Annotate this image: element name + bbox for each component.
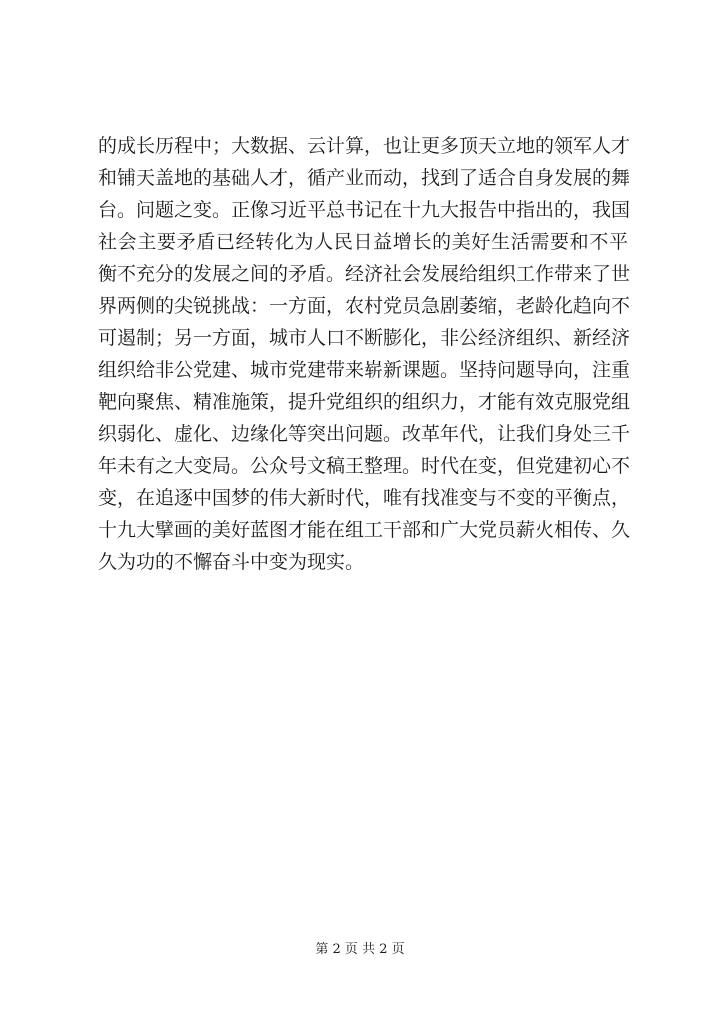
text-line: 台。问题之变。正像习近平总书记在十九大报告中指出的，我国 [98, 199, 631, 221]
text-line: 的成长历程中；大数据、云计算，也让更多顶天立地的领军人才 [98, 135, 631, 157]
text-line: 久为功的不懈奋斗中变为现实。 [98, 551, 365, 573]
text-line: 靶向聚焦、精准施策，提升党组织的组织力，才能有效克服党组 [98, 391, 631, 413]
text-line: 和铺天盖地的基础人才，循产业而动，找到了适合自身发展的舞 [98, 167, 631, 189]
text-line: 界两侧的尖锐挑战：一方面，农村党员急剧萎缩，老龄化趋向不 [98, 295, 631, 317]
text-line: 社会主要矛盾已经转化为人民日益增长的美好生活需要和不平 [98, 231, 628, 253]
page-number-footer: 第 2 页 共 2 页 [315, 942, 405, 957]
text-line: 衡不充分的发展之间的矛盾。经济社会发展给组织工作带来了世 [98, 263, 631, 285]
body-paragraph [98, 130, 631, 578]
text-line: 年未有之大变局。公众号文稿王整理。时代在变，但党建初心不 [98, 455, 631, 477]
text-line: 十九大擘画的美好蓝图才能在组工干部和广大党员薪火相传、久 [98, 519, 631, 541]
text-line: 组织给非公党建、城市党建带来崭新课题。坚持问题导向，注重 [98, 359, 631, 381]
text-line: 可遏制；另一方面，城市人口不断膨化，非公经济组织、新经济 [98, 327, 631, 349]
text-line: 变，在追逐中国梦的伟大新时代，唯有找准变与不变的平衡点， [98, 487, 631, 509]
text-line: 织弱化、虚化、边缘化等突出问题。改革年代，让我们身处三千 [98, 423, 631, 445]
